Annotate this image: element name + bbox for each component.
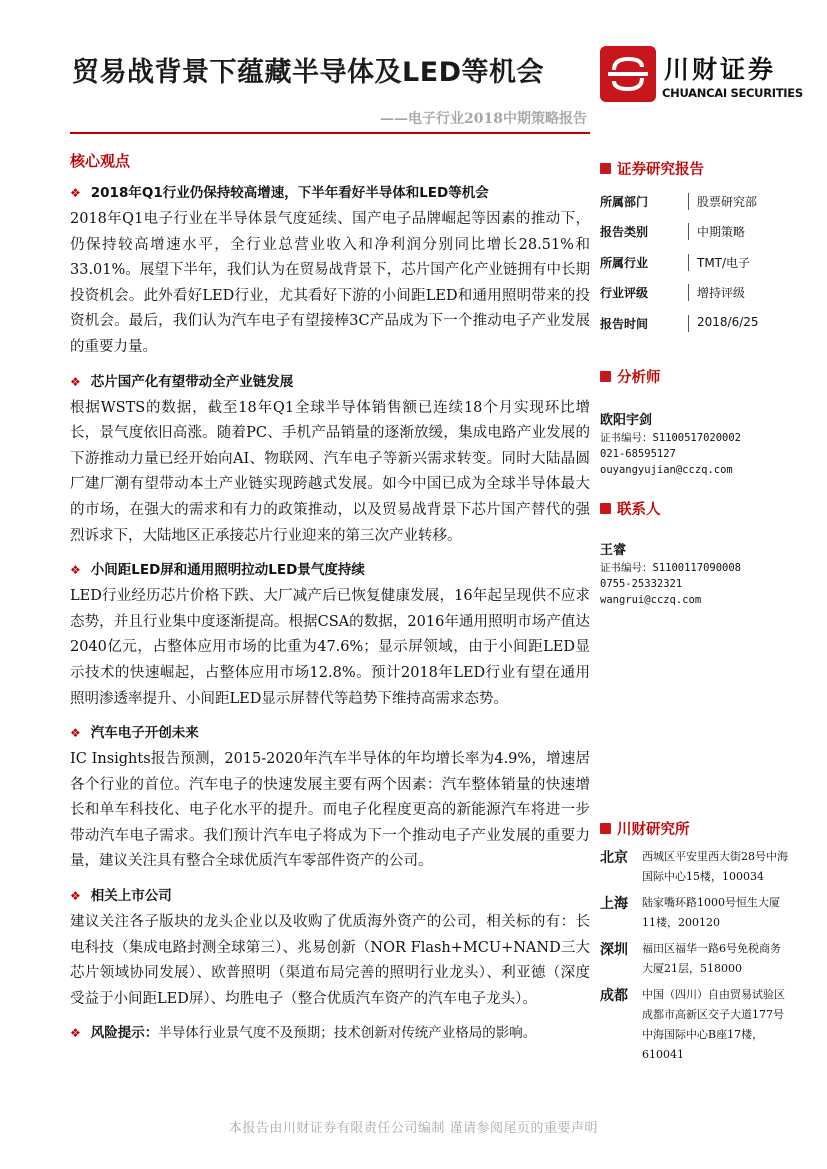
contact-phone: 0755-25332321 <box>600 577 683 590</box>
section-body: 建议关注各子版块的龙头企业以及收购了优质海外资产的公司，相关标的有：长电科技（集成电路封测全球第三）、兆易创新（NOR Flash+MCU+NAND三大芯片领域协同发展）、欧普照明（渠道布局完善的照明行业龙头）、利亚德（深度受益于小间距LED屏）、均胜电子（整合优质汽车资产的汽车电子龙头）。 <box>70 914 590 1007</box>
page-footer: 本报告由川财证券有限责任公司编制 谨请参阅尾页的重要声明 <box>228 1121 599 1136</box>
section-heading: ❖ 相关上市公司 <box>70 888 172 905</box>
diamond-bullet-icon: ❖ <box>70 563 81 578</box>
logo-chinese-name: 川财证券 <box>664 55 777 84</box>
section-heading: ❖ 小间距LED屏和通用照明拉动LED景气度持续 <box>70 562 365 579</box>
analyst-heading: 分析师 <box>600 366 790 387</box>
info-row: 行业评级 增持评级 <box>600 286 746 300</box>
section-body: 2018年Q1电子行业在半导体景气度延续、国产电子品牌崛起等因素的推动下，仍保持较高增速水平，全行业总营业收入和净利润分别同比增长28.51%和33.01%。展望下半年，我们认为在贸易战背景下，芯片国产化产业链拥有中长期投资机会。此外看好LED行业，尤其看好下游的小间距LED和通用照明带来的投资机会。最后，我们认为汽车电子有望接棒3C产品成为下一个推动电子产业发展的重要力量。 <box>70 211 590 355</box>
company-logo <box>600 46 803 106</box>
logo-english-name: CHUANCAI SECURITIES <box>662 86 803 100</box>
report-subtitle: ——电子行业2018中期策略报告 <box>380 111 587 127</box>
analyst-email[interactable]: ouyangyujian@cczq.com <box>600 463 733 476</box>
diamond-bullet-icon: ❖ <box>70 374 81 389</box>
info-row: 所属部门 股票研究部 <box>600 194 758 209</box>
square-marker-icon <box>600 371 611 382</box>
risk-text: 半导体行业景气度不及预期；技术创新对传统产业格局的影响。 <box>158 1025 537 1042</box>
header-divider <box>70 132 590 134</box>
section-body: 根据WSTS的数据，截至18年Q1全球半导体销售额已连续18个月实现环比增长，景气度依旧高涨。随着PC、手机产品销量的逐渐放缓，集成电路产业发展的下游推动力量已经开始向AI、物联网、汽车电子等新兴需求转变。同时大陆晶圆厂建厂潮有望带动本土产业链实现跨越式发展。如今中国已成为全球半导体最大的市场，在强大的需求和有力的政策推动，以及贸易战背景下芯片国产替代的强烈诉求下，大陆地区正承接芯片行业迎来的第三次产业转移。 <box>70 399 590 544</box>
office-shanghai: 上海 陆家嘴环路1000号恒生大厦11楼，200120 <box>600 895 780 929</box>
analyst-name: 欧阳宇剑 <box>600 412 653 428</box>
section-heading: ❖ 汽车电子开创未来 <box>70 725 199 742</box>
contact-cert: 证书编号：S1100117090008 <box>600 561 742 574</box>
report-type-heading: 证券研究报告 <box>600 158 790 179</box>
section-body: LED行业经历芯片价格下跌、大厂减产后已恢复健康发展，16年起呈现供不应求态势，并且行业集中度逐渐提高。根据CSA的数据，2016年通用照明市场产值达2040亿元，占整体应用市场的比重为47.6%；显示屏领域，由于小间距LED显示技术的快速崛起，占整体应用市场12.8%。预计2018年LED行业有望在通用照明渗透率提升、小间距LED显示屏替代等趋势下维持高需求态势。 <box>70 588 590 707</box>
info-row: 所属行业 TMT/电子 <box>600 255 751 270</box>
square-marker-icon <box>600 823 611 834</box>
contact-heading: 联系人 <box>600 498 790 519</box>
section-heading: ❖ 芯片国产化有望带动全产业链发展 <box>70 373 294 390</box>
section-body: IC Insights报告预测，2015-2020年汽车半导体的年均增长率为4.9%，增速居各个行业的首位。汽车电子的快速发展主要有两个因素：汽车整体销量的快速增长和单车科技化、电子化水平的提升。而电子化程度更高的新能源汽车将进一步带动汽车电子需求。我们预计汽车电子将成为下一个推动电子产业发展的重要力量，建议关注具有整合全球优质汽车零部件资产的公司。 <box>70 751 590 870</box>
sidebar <box>600 158 790 1065</box>
analyst-phone: 021-68595127 <box>600 447 676 460</box>
risk-label: 风险提示： <box>90 1025 159 1042</box>
diamond-bullet-icon: ❖ <box>70 1026 81 1041</box>
diamond-bullet-icon: ❖ <box>70 186 81 200</box>
contact-email[interactable]: wangrui@cczq.com <box>600 593 702 606</box>
info-row: 报告类别 中期策略 <box>600 225 746 239</box>
section-heading: ❖ 2018年Q1行业仍保持较高增速，下半年看好半导体和LED等机会 <box>70 185 489 201</box>
diamond-bullet-icon: ❖ <box>70 889 81 904</box>
core-views-label: 核心观点 <box>70 152 131 170</box>
report-title: 贸易战背景下蕴藏半导体及LED等机会 <box>72 57 545 88</box>
analyst-cert: 证书编号：S1100517020002 <box>600 431 742 444</box>
institute-heading: 川财研究所 <box>600 818 790 839</box>
risk-warning <box>70 1021 590 1041</box>
main-content <box>70 150 590 1047</box>
contact-name: 王睿 <box>600 542 627 558</box>
info-row: 报告时间 2018/6/25 <box>600 314 759 331</box>
square-marker-icon <box>600 163 611 174</box>
diamond-bullet-icon: ❖ <box>70 726 81 741</box>
office-chengdu: 成都 中国（四川）自由贸易试验区成都市高新区交子大道177号中海国际中心B座17楼，610041 <box>600 987 785 1061</box>
office-beijing: 北京 西城区平安里西大街28号中海国际中心15楼，100034 <box>600 849 788 883</box>
square-marker-icon <box>600 503 611 514</box>
logo-mark-icon <box>600 46 656 102</box>
office-shenzhen: 深圳 福田区福华一路6号免税商务大厦21层，518000 <box>600 941 781 975</box>
